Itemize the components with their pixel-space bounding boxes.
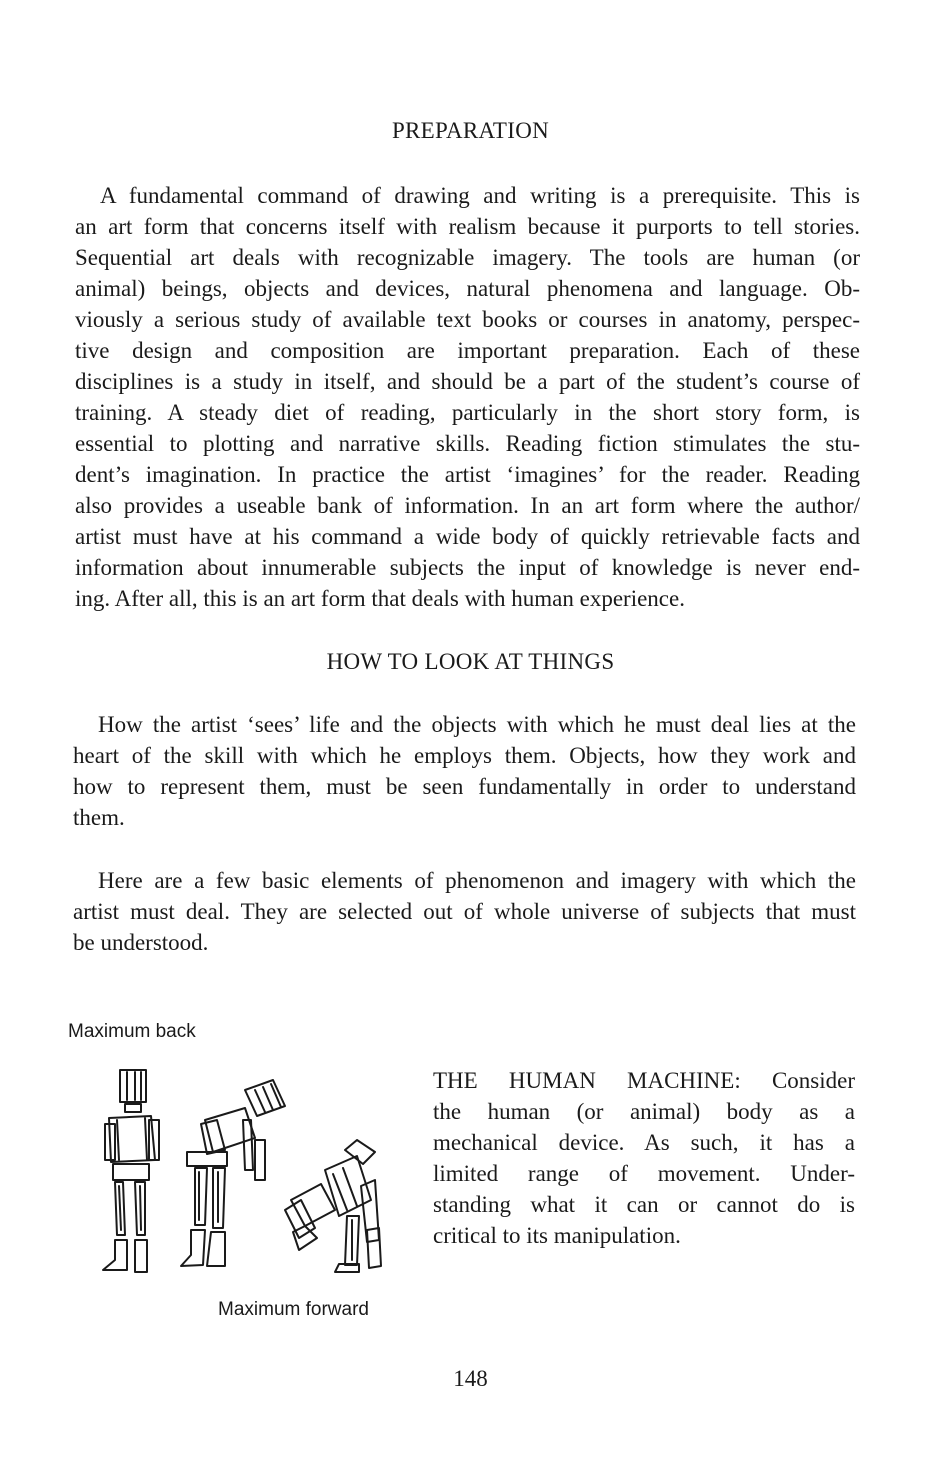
text-line: THE HUMAN MACHINE: Consider [433, 1068, 855, 1093]
page-number: 148 [453, 1366, 488, 1391]
paragraph-how-to-look [73, 709, 856, 833]
text-line: how to represent them, must be seen fundamentally in order to understand [73, 774, 856, 799]
mannequin-leaning [181, 1080, 285, 1266]
mannequin-illustration [95, 1060, 395, 1280]
caption-maximum-forward: Maximum forward [218, 1299, 369, 1320]
text-line: Sequential art deals with recognizable imagery. The tools are human (or [75, 245, 860, 270]
text-line: artist must have at his command a wide body of quickly retrievable facts and [75, 524, 860, 549]
text-line: training. A steady diet of reading, particularly in the short story form, is [75, 400, 860, 425]
heading-preparation: PREPARATION [391, 118, 550, 143]
text-line: standing what it can or cannot do is [433, 1192, 855, 1217]
text-line: ing. After all, this is an art form that deals with human experience. [75, 586, 685, 611]
text-line: heart of the skill with which he employs them. Objects, how they work and [73, 743, 856, 768]
text-line: artist must deal. They are selected out of whole universe of subjects that must [73, 899, 856, 924]
text-line: animal) beings, objects and devices, natural phenomena and language. Ob- [75, 276, 860, 301]
mannequin-bending [285, 1140, 381, 1272]
text-line: A fundamental command of drawing and writing is a prerequisite. This is [100, 183, 860, 208]
text-line: Here are a few basic elements of phenomenon and imagery with which the [98, 868, 856, 893]
paragraph-preparation [75, 180, 860, 614]
text-line: disciplines is a study in itself, and should be a part of the student’s course of [75, 369, 860, 394]
text-line: limited range of movement. Under- [433, 1161, 855, 1186]
paragraph-basic-elements [73, 865, 856, 958]
text-line: tive design and composition are important preparation. Each of these [75, 338, 860, 363]
text-line: How the artist ‘sees’ life and the objects with which he must deal lies at the [98, 712, 856, 737]
text-line: the human (or animal) body as a [433, 1099, 855, 1124]
text-line: mechanical device. As such, it has a [433, 1130, 855, 1155]
text-line: critical to its manipulation. [433, 1223, 681, 1248]
text-line: essential to plotting and narrative skills. Reading fiction stimulates the stu- [75, 431, 860, 456]
text-line: them. [73, 805, 125, 830]
text-line: dent’s imagination. In practice the artist ‘imagines’ for the reader. Reading [75, 462, 860, 487]
text-line: be understood. [73, 930, 209, 955]
text-line: an art form that concerns itself with realism because it purports to tell stories. [75, 214, 860, 239]
text-line: viously a serious study of available text books or courses in anatomy, perspec- [75, 307, 860, 332]
text-line: information about innumerable subjects the input of knowledge is never end- [75, 555, 860, 580]
caption-maximum-back: Maximum back [68, 1021, 196, 1042]
text-line: also provides a useable bank of information. In an art form where the author/ [75, 493, 860, 518]
human-machine-text [433, 1065, 855, 1251]
heading-how-to-look: HOW TO LOOK AT THINGS [326, 649, 615, 674]
mannequin-upright [103, 1070, 159, 1272]
